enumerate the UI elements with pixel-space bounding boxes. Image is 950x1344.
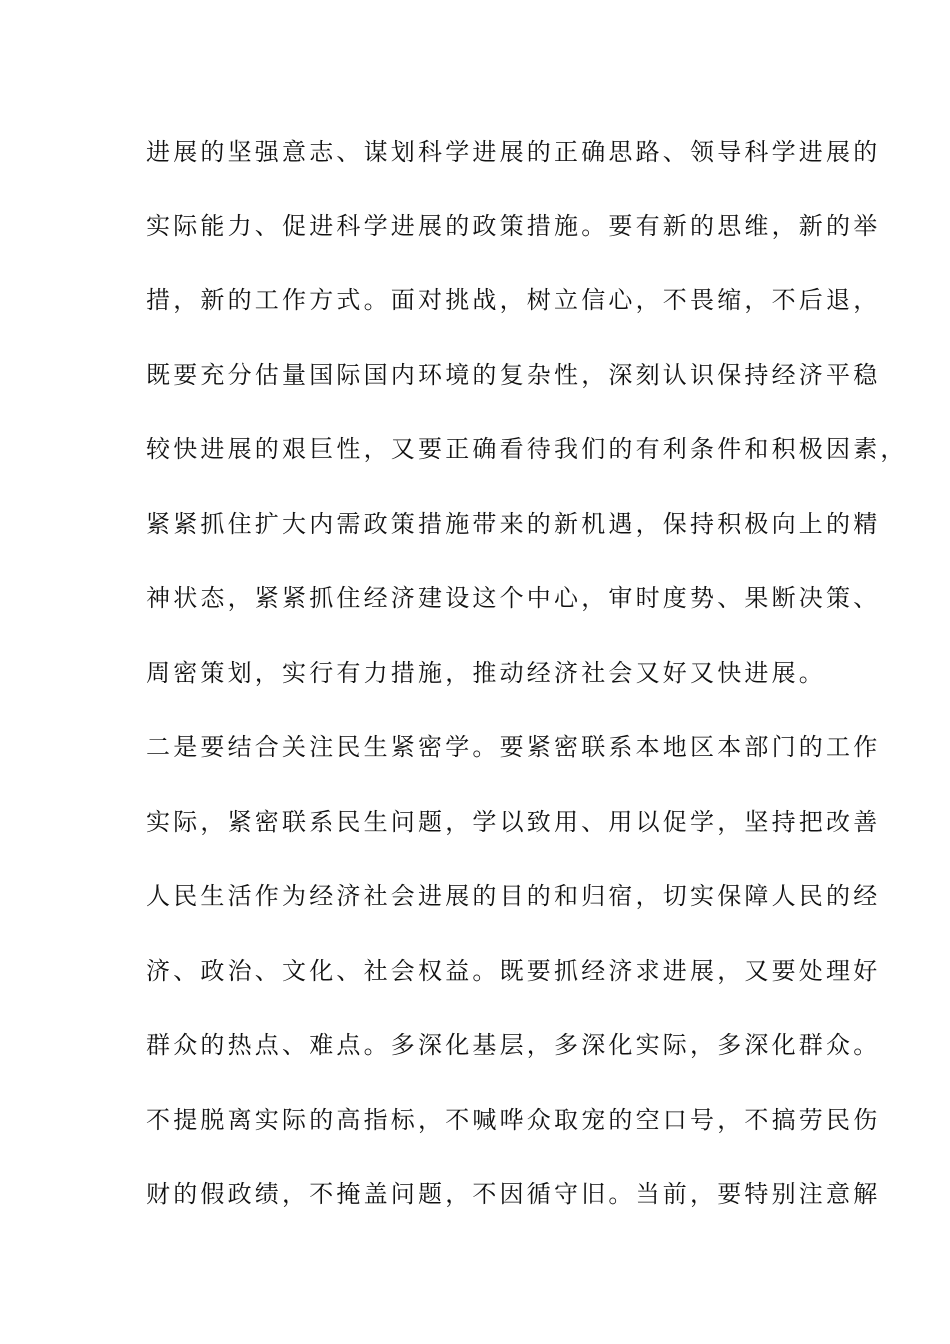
text-line: 周密策划，实行有力措施，推动经济社会又好又快进展。: [146, 659, 826, 687]
text-line: 措，新的工作方式。面对挑战，树立信心，不畏缩，不后退，: [146, 286, 881, 314]
text-line: 济、政治、文化、社会权益。既要抓经济求进展，又要处理好: [146, 957, 881, 985]
text-line: 紧紧抓住扩大内需政策措施带来的新机遇，保持积极向上的精: [146, 510, 881, 538]
text-line: 实际能力、促进科学进展的政策措施。要有新的思维，新的举: [146, 212, 881, 240]
text-line: 二是要结合关注民生紧密学。要紧密联系本地区本部门的工作: [146, 733, 881, 761]
text-line: 不提脱离实际的高指标，不喊哗众取宠的空口号，不搞劳民伤: [146, 1106, 881, 1134]
text-line: 既要充分估量国际国内环境的复杂性，深刻认识保持经济平稳: [146, 361, 881, 389]
text-line: 财的假政绩，不掩盖问题，不因循守旧。当前，要特别注意解: [146, 1180, 881, 1208]
text-line: 群众的热点、难点。多深化基层，多深化实际，多深化群众。: [146, 1031, 881, 1059]
text-line: 人民生活作为经济社会进展的目的和归宿，切实保障人民的经: [146, 882, 881, 910]
text-line: 神状态，紧紧抓住经济建设这个中心，审时度势、果断决策、: [146, 584, 881, 612]
text-line: 进展的坚强意志、谋划科学进展的正确思路、领导科学进展的: [146, 138, 881, 166]
text-line: 实际，紧密联系民生问题，学以致用、用以促学，坚持把改善: [146, 808, 881, 836]
text-line: 较快进展的艰巨性，又要正确看待我们的有利条件和积极因素，: [146, 435, 908, 463]
